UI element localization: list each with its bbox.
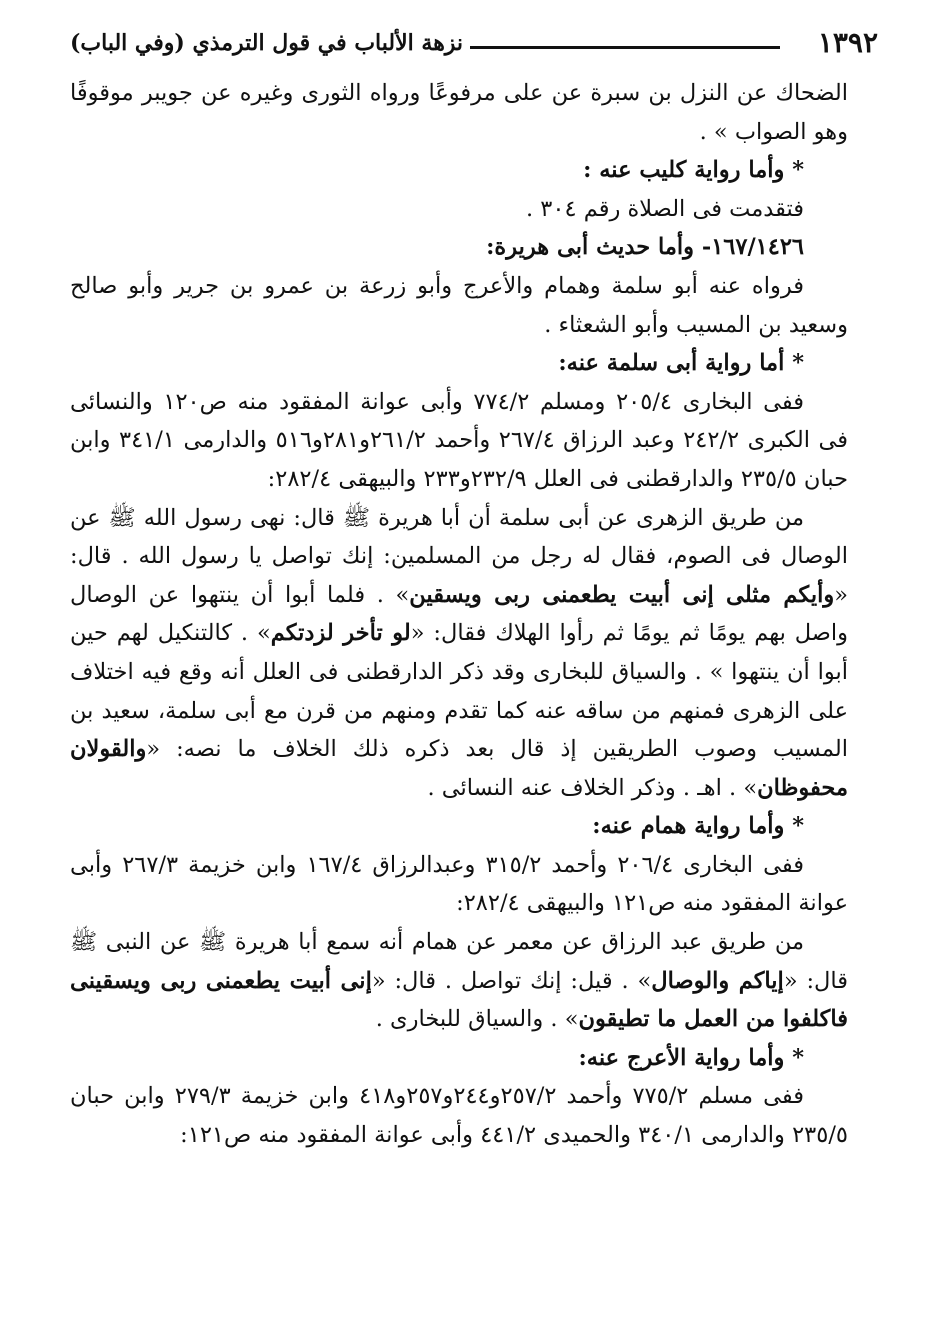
asterisk-icon: * — [792, 1044, 804, 1071]
bold-quote: إياكم والوصال — [651, 967, 784, 994]
section-heading-abu-salama — [70, 344, 848, 383]
text-run: » . والسياق للبخارى . — [375, 1006, 579, 1033]
text-run: من طريق عبد الرزاق عن معمر عن همام أنه سمع أبا هريرة ﷺ عن النبى ﷺ قال: « — [70, 929, 848, 994]
text-run: » . كالتنكيل لهم حين أبوا أن ينتهوا » . والسياق للبخارى وقد ذكر الدارقطنى فى العلل أنه وقع فيه اختلاف على الزهرى فمنهم من ساقه عنه كما تقدم ومنهم من قرن مع أبى سلمة، سعيد بن المسيب وصوب الطريقين إذ قال بعد ذكره ذلك الخلاف ما نصه: « — [70, 620, 848, 763]
hadith-heading-abu-hurayra: ١٦٧/١٤٢٦- وأما حديث أبى هريرة: — [486, 234, 804, 261]
paragraph-5 — [70, 499, 848, 808]
page-number: ١٣٩٢ — [817, 26, 878, 59]
page-body — [70, 74, 848, 1155]
text-run: من طريق الزهرى عن أبى سلمة أن أبا هريرة ﷺ قال: نهى رسول الله ﷺ عن الوصال فى الصوم، فقال له رجل من المسلمين: إنك تواصل يا رسول الله . قال: « — [70, 504, 848, 608]
bold-quote: إنى أبيت يطعمنى ربى ويسقينى فاكلفوا من العمل ما تطيقون — [70, 967, 848, 1033]
paragraph-3: فرواه عنه أبو سلمة وهمام والأعرج وأبو زرعة بن عمرو بن جرير وأبو صالح وسعيد بن المسيب وأبو الشعثاء . — [70, 272, 848, 338]
paragraph-1: الضحاك عن النزل بن سبرة عن على مرفوعًا ورواه الثورى وغيره عن جويبر موقوفًا وهو الصواب » . — [70, 80, 848, 145]
paragraph-8: ففى مسلم ٧٧٥/٢ وأحمد ٢٥٧/٢و٢٤٤و٢٥٧و٤١٨ وابن خزيمة ٢٧٩/٣ وابن حبان ٢٣٥/٥ والدارمى ٣٤٠/١ والحميدى ٤٤١/٢ وأبى عوانة المفقود منه ص١٢١: — [70, 1083, 848, 1149]
text-run: » . فلما أبوا أن ينتهوا عن الوصال واصل بهم يومًا ثم يومًا ثم رأوا الهلاك فقال: « — [70, 581, 849, 647]
heading-text: وأما رواية همام عنه: — [592, 813, 785, 840]
asterisk-icon: * — [792, 350, 804, 377]
running-title: نزهة الألباب في قول الترمذي (وفي الباب) — [70, 30, 464, 56]
text-run: » . قيل: إنك تواصل . قال: « — [371, 967, 652, 994]
asterisk-icon: * — [792, 813, 804, 840]
section-heading-hammam — [70, 807, 848, 846]
section-heading-araj — [70, 1039, 848, 1078]
paragraph-2: فتقدمت فى الصلاة رقم ٣٠٤ . — [525, 195, 804, 222]
page-header — [70, 24, 878, 64]
heading-text: وأما رواية الأعرج عنه: — [578, 1044, 785, 1071]
section-heading-kulaib — [70, 151, 848, 190]
heading-text: وأما رواية كليب عنه : — [583, 157, 785, 184]
bold-quote: والقولان محفوظان — [70, 736, 848, 801]
heading-text: أما رواية أبى سلمة عنه: — [558, 350, 785, 377]
paragraph-7 — [70, 923, 848, 1039]
bold-quote: وأيكم مثلى إنى أبيت يطعمنى ربى ويسقين — [409, 581, 835, 608]
bold-quote: لو تأخر لزدتكم — [270, 620, 411, 647]
header-rule — [470, 46, 780, 49]
paragraph-6: ففى البخارى ٢٠٦/٤ وأحمد ٣١٥/٢ وعبدالرزاق ١٦٧/٤ وابن خزيمة ٢٦٧/٣ وأبى عوانة المفقود منه ص١٢١ والبيهقى ٢٨٢/٤: — [70, 851, 848, 917]
text-run: » . اهـ . وذكر الخلاف عنه النسائى . — [427, 774, 758, 801]
paragraph-4: ففى البخارى ٢٠٥/٤ ومسلم ٧٧٤/٢ وأبى عوانة المفقود منه ص١٢٠ والنسائى فى الكبرى ٢٤٢/٢ وعبد الرزاق ٢٦٧/٤ وأحمد ٢٦١/٢و٢٨١و٥١٦ والدارمى ٣٤١/١ وابن حبان ٢٣٥/٥ والدارقطنى فى العلل ٢٣٢/٩و٢٣٣ والبيهقى ٢٨٢/٤: — [70, 388, 848, 492]
asterisk-icon: * — [792, 157, 804, 184]
